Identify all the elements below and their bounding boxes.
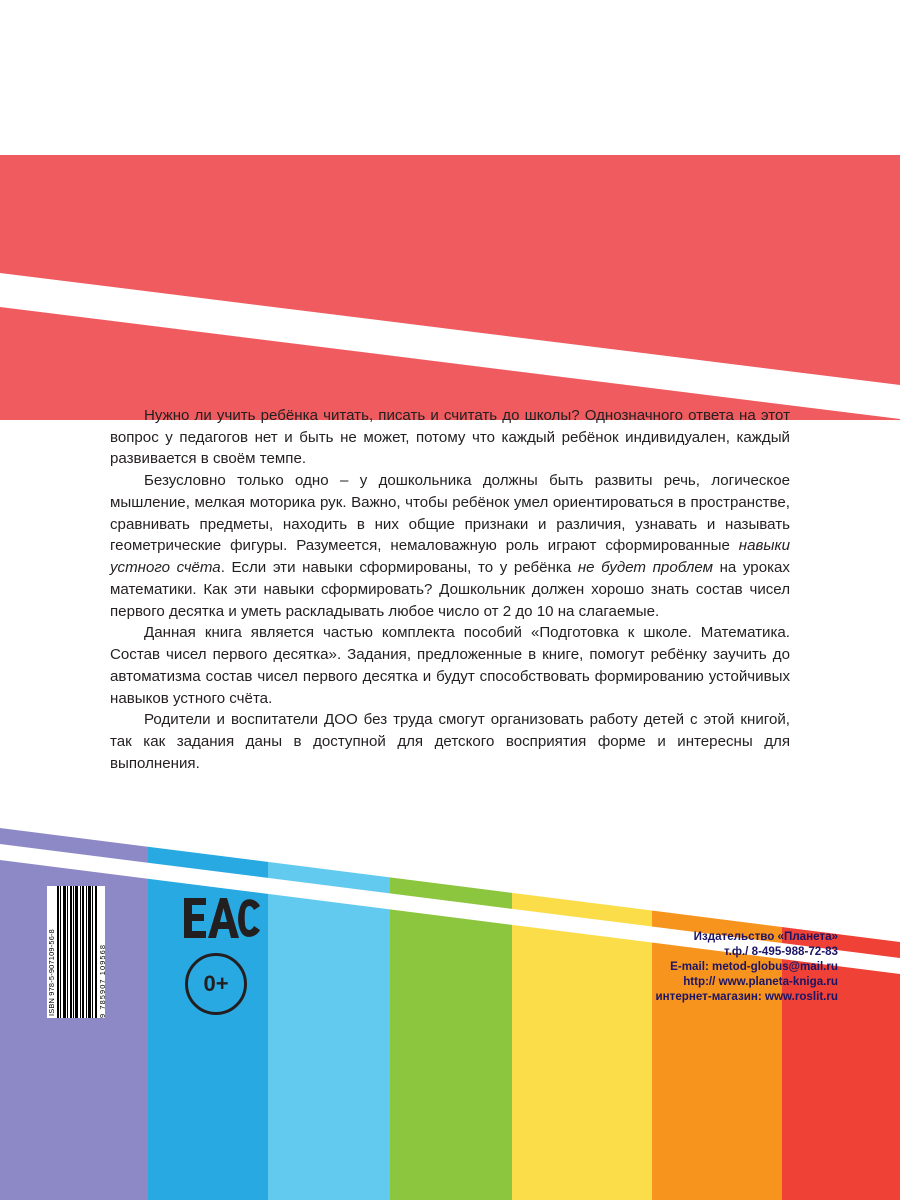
- emphasis-text: навыки устного счёта: [110, 537, 790, 577]
- ean-digits: 9 785907 109568: [98, 943, 107, 1018]
- body-text: Родители и воспитатели ДОО без труда смогут организовать работу детей с этой книгой, так как задания даны в доступной для детского восприятия форме и интересны для выполнения.: [110, 711, 790, 772]
- barcode-bars: [56, 886, 98, 1018]
- publisher-line-2: т.ф./ 8-495-988-72-83: [723, 945, 838, 959]
- body-text: . Если эти навыки сформированы, то у ребёнка: [220, 559, 578, 577]
- body-text: на уроках математики. Как эти навыки сформировать? Дошкольник должен хорошо знать состав чисел первого десятка и уметь раскладывать любое число от 2 до 10 на слагаемые.: [110, 559, 790, 620]
- barcode: [47, 886, 105, 1018]
- publisher-info: [656, 930, 838, 1005]
- isbn-label: ISBN 978-5-907109-56-8: [47, 929, 56, 1016]
- paragraph-2: [110, 470, 790, 622]
- age-rating-badge: 0+: [185, 953, 247, 1015]
- body-text: Нужно ли учить ребёнка читать, писать и считать до школы? Однозначного ответа на этот вопрос у педагогов нет и быть не может, потому что каждый ребёнок индивидуален, каждый развивается в своём темпе.: [110, 407, 790, 468]
- paragraph-3: [110, 622, 790, 709]
- paragraph-1: [110, 405, 790, 470]
- rainbow-bar-red: [782, 820, 900, 1200]
- publisher-line-3: E-mail: metod-globus@mail.ru: [670, 960, 838, 974]
- rainbow-bar-orange: [652, 820, 782, 1200]
- eac-icon: [182, 894, 262, 942]
- publisher-line-5: интернет-магазин: www.roslit.ru: [655, 990, 838, 1004]
- publisher-line-4: http:// www.planeta-kniga.ru: [683, 975, 838, 989]
- body-text: Безусловно только одно – у дошкольника должны быть развиты речь, логическое мышление, мелкая моторика рук. Важно, чтобы ребёнок умел ориентироваться в пространстве, сравнивать предметы, находить в них общие признаки и различия, узнавать и называть геометрические фигуры. Разумеется, немаловажную роль играют сформированные: [110, 472, 790, 555]
- publisher-line-1: Издательство «Планета»: [693, 930, 838, 944]
- cover-text-block: [110, 405, 790, 774]
- bottom-rainbow-graphic: [0, 820, 900, 1200]
- paragraph-4: [110, 709, 790, 774]
- rainbow-bar-green: [390, 820, 512, 1200]
- rainbow-bar-lightblue: [268, 820, 390, 1200]
- top-banner-graphic: [0, 155, 900, 420]
- rainbow-bar-yellow: [512, 820, 652, 1200]
- body-text: Данная книга является частью комплекта пособий «Подготовка к школе. Математика. Состав чисел первого десятка». Задания, предложенные в книге, помогут ребёнку заучить до автоматизма состав чисел первого десятка и будут способствовать формированию устойчивых навыков устного счёта.: [110, 624, 790, 707]
- emphasis-text: не будет проблем: [577, 559, 713, 577]
